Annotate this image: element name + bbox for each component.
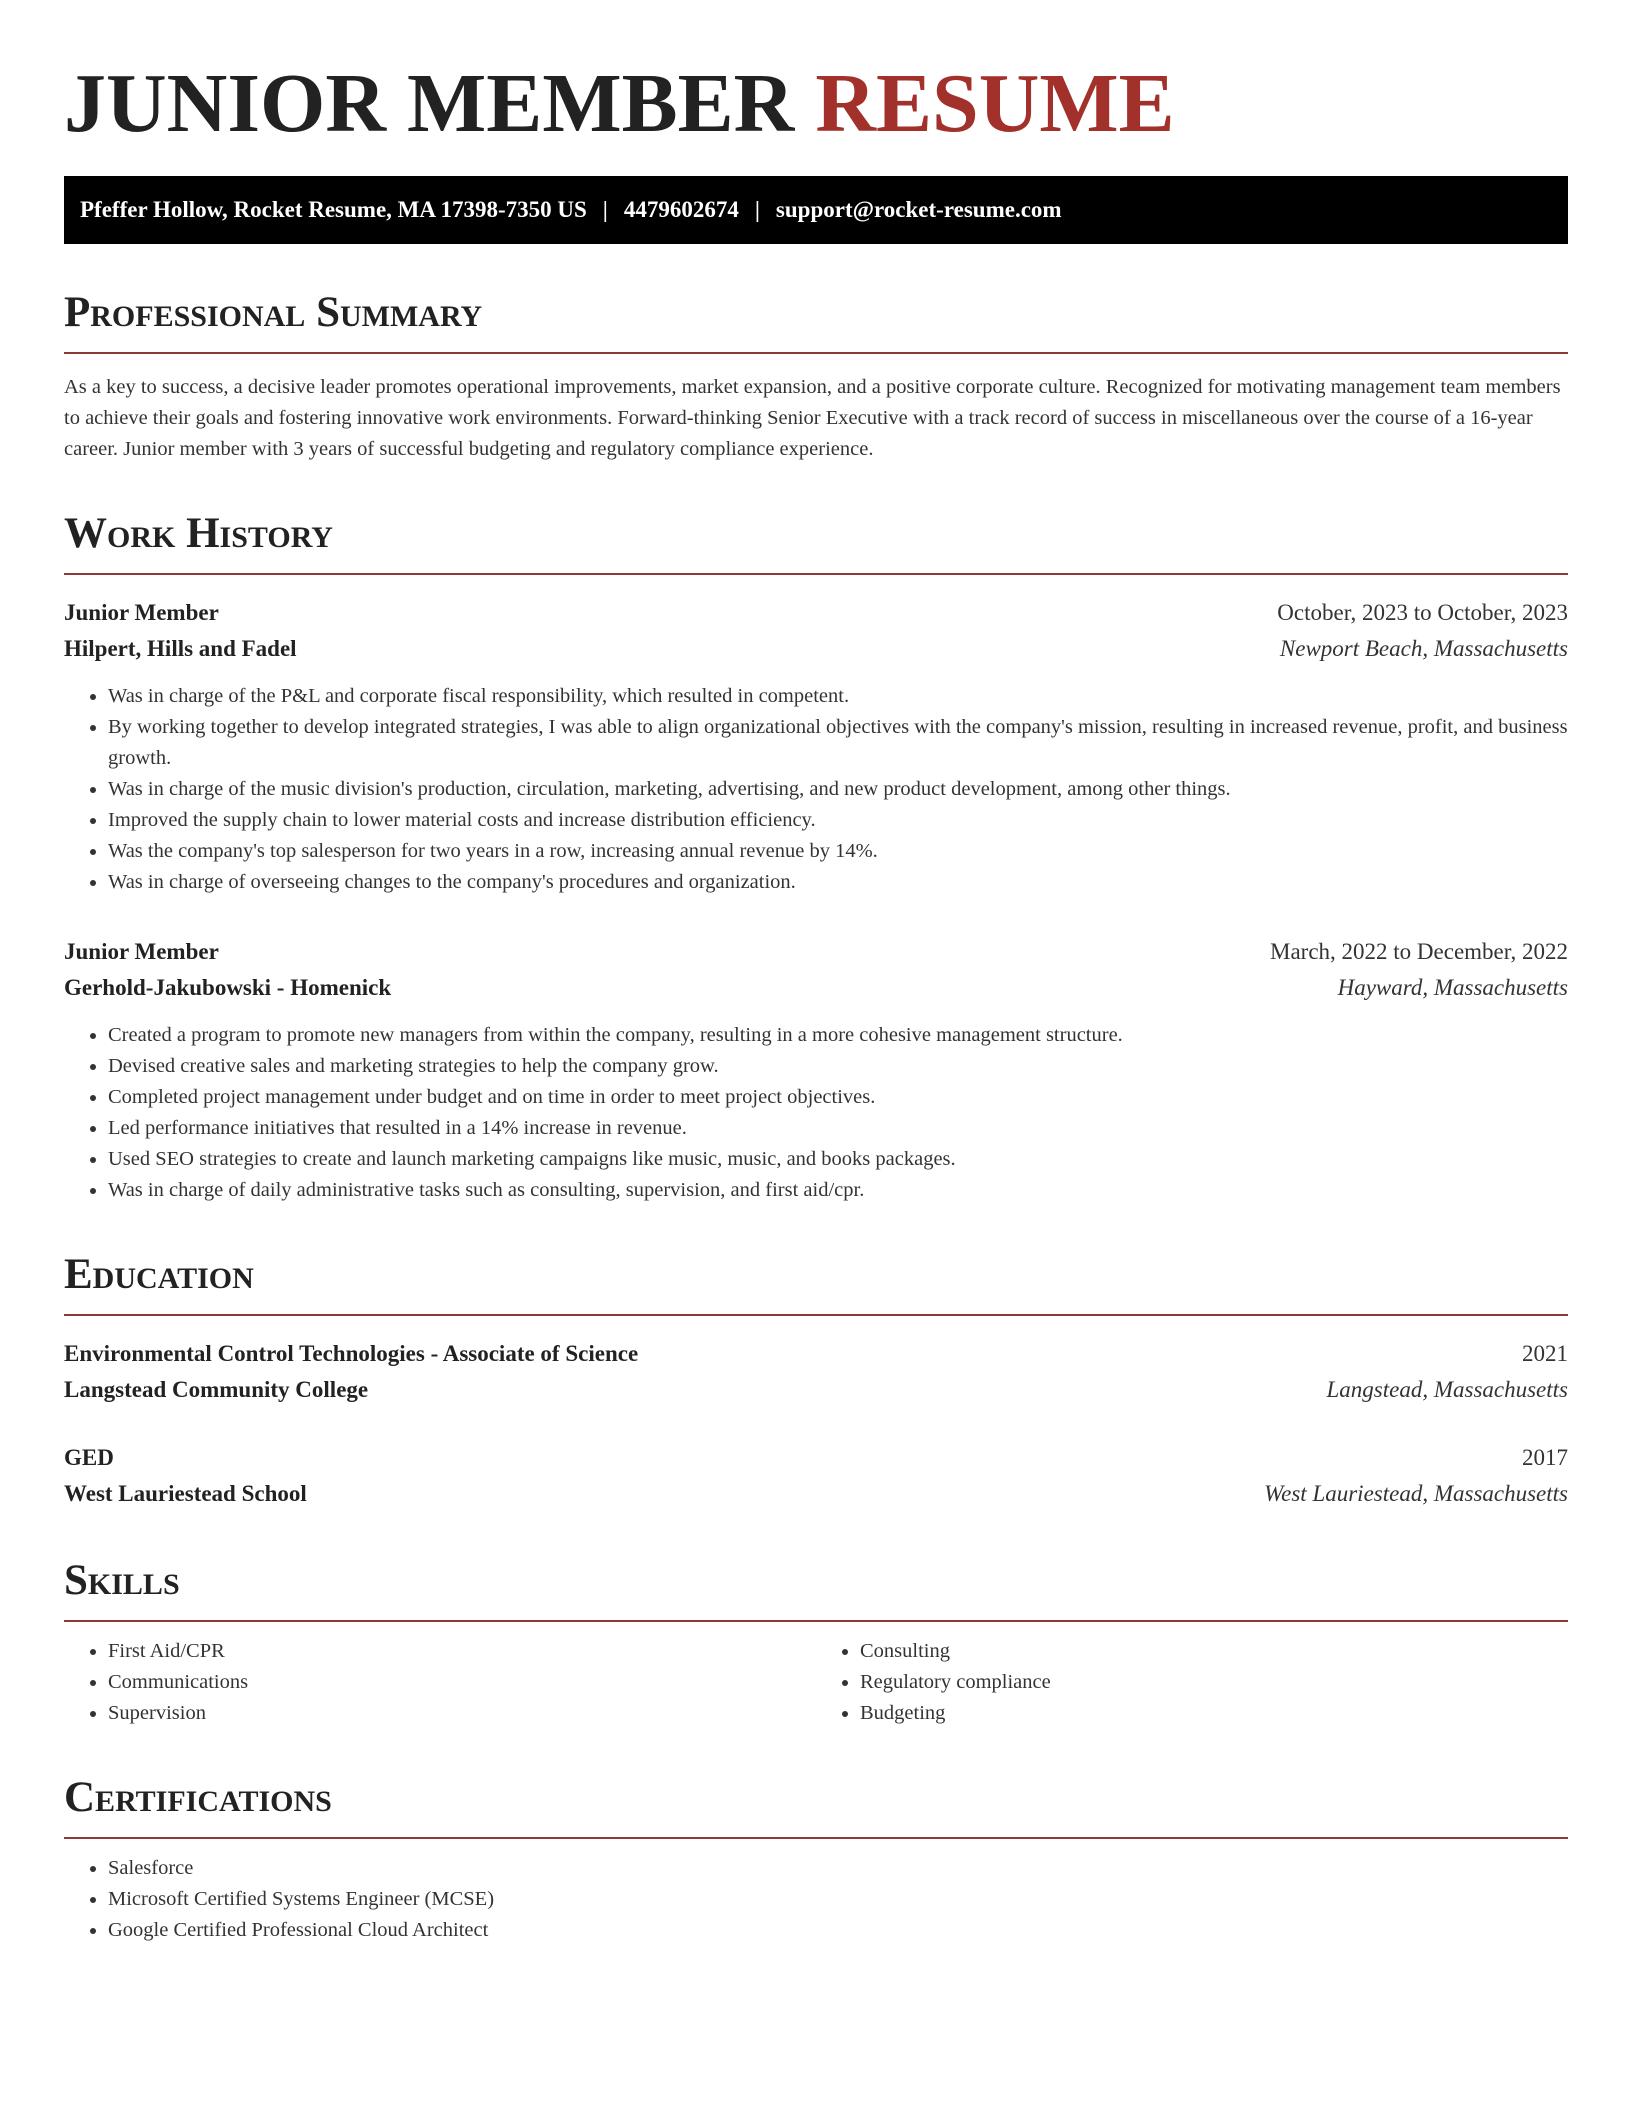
skill-item: • Consulting — [860, 1636, 1568, 1667]
contact-address: Pfeffer Hollow, Rocket Resume, MA 17398-7350 US — [80, 197, 587, 222]
education-entry — [64, 1440, 1568, 1512]
education-location: Langstead, Massachusetts — [1326, 1377, 1568, 1402]
education-degree: GED — [64, 1445, 114, 1470]
education-school: West Lauriestead School — [64, 1481, 307, 1506]
certifications-list — [64, 1853, 1568, 1946]
job-location: Hayward, Massachusetts — [1337, 975, 1568, 1000]
contact-bar — [64, 176, 1568, 244]
skills-columns — [64, 1636, 1568, 1729]
skill-item: • Supervision — [108, 1698, 816, 1729]
section-heading: Certifications — [64, 1774, 332, 1821]
section-heading: Work History — [64, 510, 333, 557]
job-bullet: • Completed project management under budget and on time in order to meet project objectives. — [108, 1082, 1568, 1113]
contact-separator: | — [754, 197, 760, 222]
section-divider — [64, 1837, 1568, 1839]
skill-item: • Budgeting — [860, 1698, 1568, 1729]
job-bullet: • Created a program to promote new managers from within the company, resulting in a more cohesive management structure. — [108, 1020, 1568, 1051]
education-school: Langstead Community College — [64, 1377, 369, 1402]
skill-item: • First Aid/CPR — [108, 1636, 816, 1667]
section-heading: Professional Summary — [64, 289, 483, 336]
section-heading: Education — [64, 1251, 254, 1298]
skill-item: • Communications — [108, 1667, 816, 1698]
job-bullets — [64, 681, 1568, 898]
job-entry — [64, 934, 1568, 1206]
section-heading: Skills — [64, 1557, 180, 1604]
job-bullet: • Was in charge of the music division's production, circulation, marketing, advertising, and new product development, among other things. — [108, 774, 1568, 805]
job-bullet: • Improved the supply chain to lower material costs and increase distribution efficiency. — [108, 805, 1568, 836]
education-entry — [64, 1336, 1568, 1408]
job-bullets — [64, 1020, 1568, 1206]
title-main: JUNIOR MEMBER — [64, 57, 795, 150]
job-bullet: • Devised creative sales and marketing strategies to help the company grow. — [108, 1051, 1568, 1082]
job-entry — [64, 595, 1568, 898]
summary-section — [64, 288, 1568, 465]
summary-text: As a key to success, a decisive leader promotes operational improvements, market expansion, and a positive corporate culture. Recognized for motivating management team members to achieve their goals and fostering innovative work environments. Forward-thinking Senior Executive with a track record of success in miscellaneous over the course of a 16-year career. Junior member with 3 years of successful budgeting and regulatory compliance experience. — [64, 376, 1561, 460]
skills-list-left — [64, 1636, 816, 1729]
job-bullet: • Was in charge of the P&L and corporate fiscal responsibility, which resulted in competent. — [108, 681, 1568, 712]
title-accent: RESUME — [815, 57, 1175, 150]
contact-email[interactable]: support@rocket-resume.com — [775, 197, 1062, 222]
skills-list-right — [816, 1636, 1568, 1729]
job-bullet: • Led performance initiatives that resulted in a 14% increase in revenue. — [108, 1113, 1568, 1144]
job-title: Junior Member — [64, 939, 219, 964]
skill-item: • Regulatory compliance — [860, 1667, 1568, 1698]
section-divider — [64, 573, 1568, 575]
work-history-section — [64, 509, 1568, 1206]
job-location: Newport Beach, Massachusetts — [1279, 636, 1568, 661]
job-bullet: • Used SEO strategies to create and launch marketing campaigns like music, music, and books packages. — [108, 1144, 1568, 1175]
job-bullet: • Was the company's top salesperson for two years in a row, increasing annual revenue by 14%. — [108, 836, 1568, 867]
certification-item: • Salesforce — [108, 1853, 1568, 1884]
job-company: Gerhold-Jakubowski - Homenick — [64, 975, 392, 1000]
job-dates: March, 2022 to December, 2022 — [1270, 939, 1568, 964]
certification-item: • Google Certified Professional Cloud Architect — [108, 1915, 1568, 1946]
section-divider — [64, 352, 1568, 354]
section-divider — [64, 1314, 1568, 1316]
certifications-section — [64, 1773, 1568, 1946]
education-year: 2021 — [1522, 1341, 1568, 1366]
education-section — [64, 1250, 1568, 1512]
skills-section — [64, 1556, 1568, 1729]
job-title: Junior Member — [64, 600, 219, 625]
job-dates: October, 2023 to October, 2023 — [1277, 600, 1568, 625]
education-year: 2017 — [1522, 1445, 1568, 1470]
section-divider — [64, 1620, 1568, 1622]
certification-item: • Microsoft Certified Systems Engineer (MCSE) — [108, 1884, 1568, 1915]
education-location: West Lauriestead, Massachusetts — [1264, 1481, 1568, 1506]
job-company: Hilpert, Hills and Fadel — [64, 636, 297, 661]
contact-separator: | — [602, 197, 608, 222]
job-bullet: • By working together to develop integrated strategies, I was able to align organizational objectives with the company's mission, resulting in increased revenue, profit, and business growth. — [108, 712, 1568, 774]
contact-phone[interactable]: 4479602674 — [623, 197, 739, 222]
job-bullet: • Was in charge of overseeing changes to the company's procedures and organization. — [108, 867, 1568, 898]
resume-title — [64, 56, 1568, 152]
job-bullet: • Was in charge of daily administrative tasks such as consulting, supervision, and first aid/cpr. — [108, 1175, 1568, 1206]
education-degree: Environmental Control Technologies - Associate of Science — [64, 1341, 639, 1366]
